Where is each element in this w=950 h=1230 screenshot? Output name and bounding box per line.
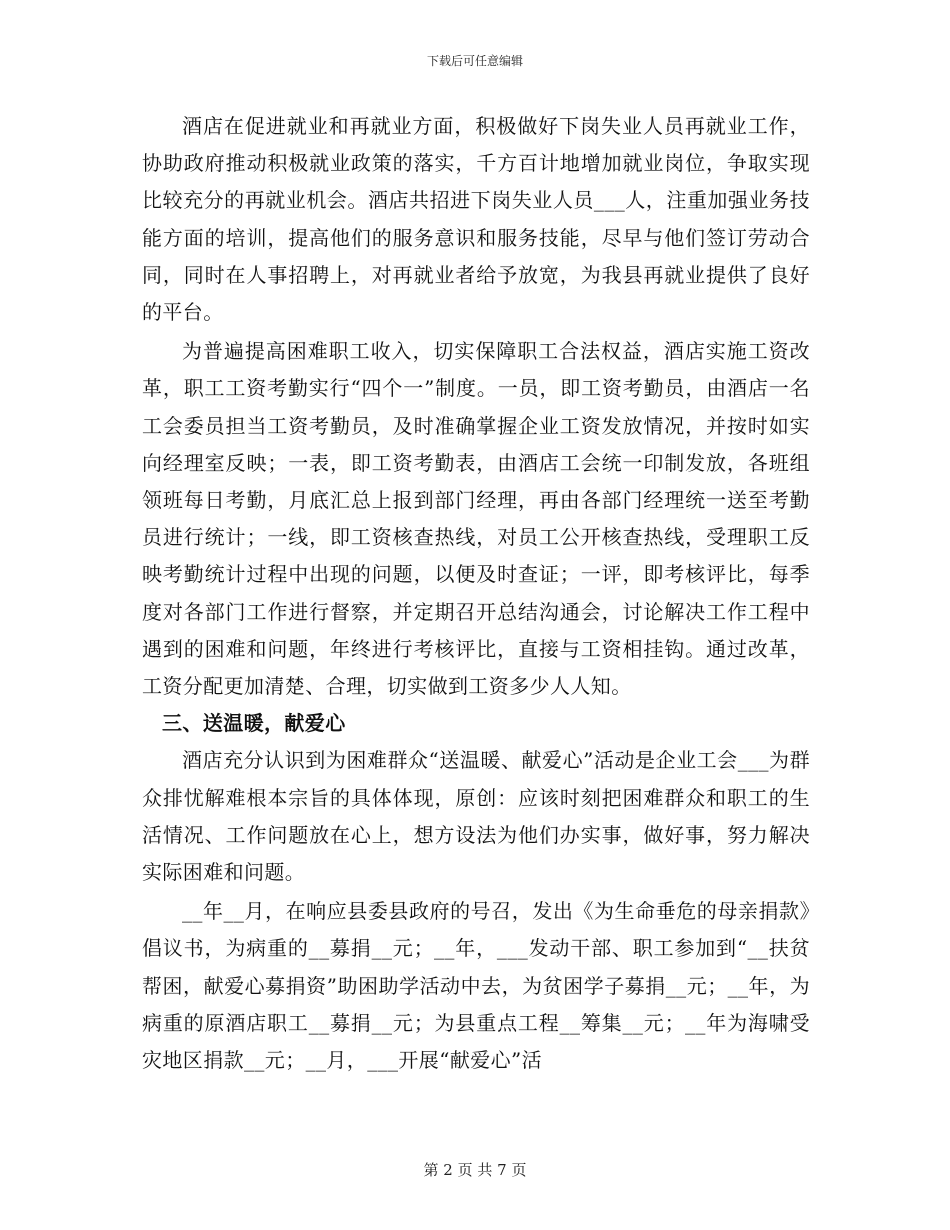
page-number-footer: 第 2 页 共 7 页 [423,1161,527,1179]
paragraph-donations: __年__月，在响应县委县政府的号召，发出《为生命垂危的母亲捐款》倡议书，为病重的__募捐__元；__年，___发动干部、职工参加到“__扶贫帮困，献爱心募捐资”助困助学活动中去，为贫困学子募捐__元；__年，为病重的原酒店职工__募捐__元；为县重点工程__筹集__元；__年为海啸受灾地区捐款__元；__月，___开展“献爱心”活 [142,899,810,1073]
page-header-note: 下载后可任意编辑 [426,54,523,68]
document-body [142,108,810,1079]
paragraph-warmth-activity: 酒店充分认识到为困难群众“送温暖、献爱心”活动是企业工会___为群众排忧解难根本宗旨的具体体现，原创：应该时刻把困难群众和职工的生活情况、工作问题放在心上，想方设法为他们办实事，做好事，努力解决实际困难和问题。 [142,748,810,885]
paragraph-reemployment: 酒店在促进就业和再就业方面，积极做好下岗失业人员再就业工作，协助政府推动积极就业政策的落实，千方百计地增加就业岗位，争取实现比较充分的再就业机会。酒店共招进下岗失业人员___人，注重加强业务技能方面的培训，提高他们的服务意识和服务技能，尽早与他们签订劳动合同，同时在人事招聘上，对再就业者给予放宽，为我县再就业提供了良好的平台。 [142,114,810,325]
paragraph-wage-reform: 为普遍提高困难职工收入，切实保障职工合法权益，酒店实施工资改革，职工工资考勤实行“四个一”制度。一员，即工资考勤员，由酒店一名工会委员担当工资考勤员，及时准确掌握企业工资发放情况，并按时如实向经理室反映；一表，即工资考勤表，由酒店工会统一印制发放，各班组领班每日考勤，月底汇总上报到部门经理，再由各部门经理统一送至考勤员进行统计；一线，即工资核查热线，对员工公开核查热线，受理职工反映考勤统计过程中出现的问题，以便及时查证；一评，即考核评比，每季度对各部门工作进行督察，并定期召开总结沟通会，讨论解决工作工程中遇到的困难和问题，年终进行考核评比，直接与工资相挂钩。通过改革，工资分配更加清楚、合理，切实做到工资多少人人知。 [142,339,810,699]
section-heading-warmth: 三、送温暖，献爱心 [162,711,346,736]
